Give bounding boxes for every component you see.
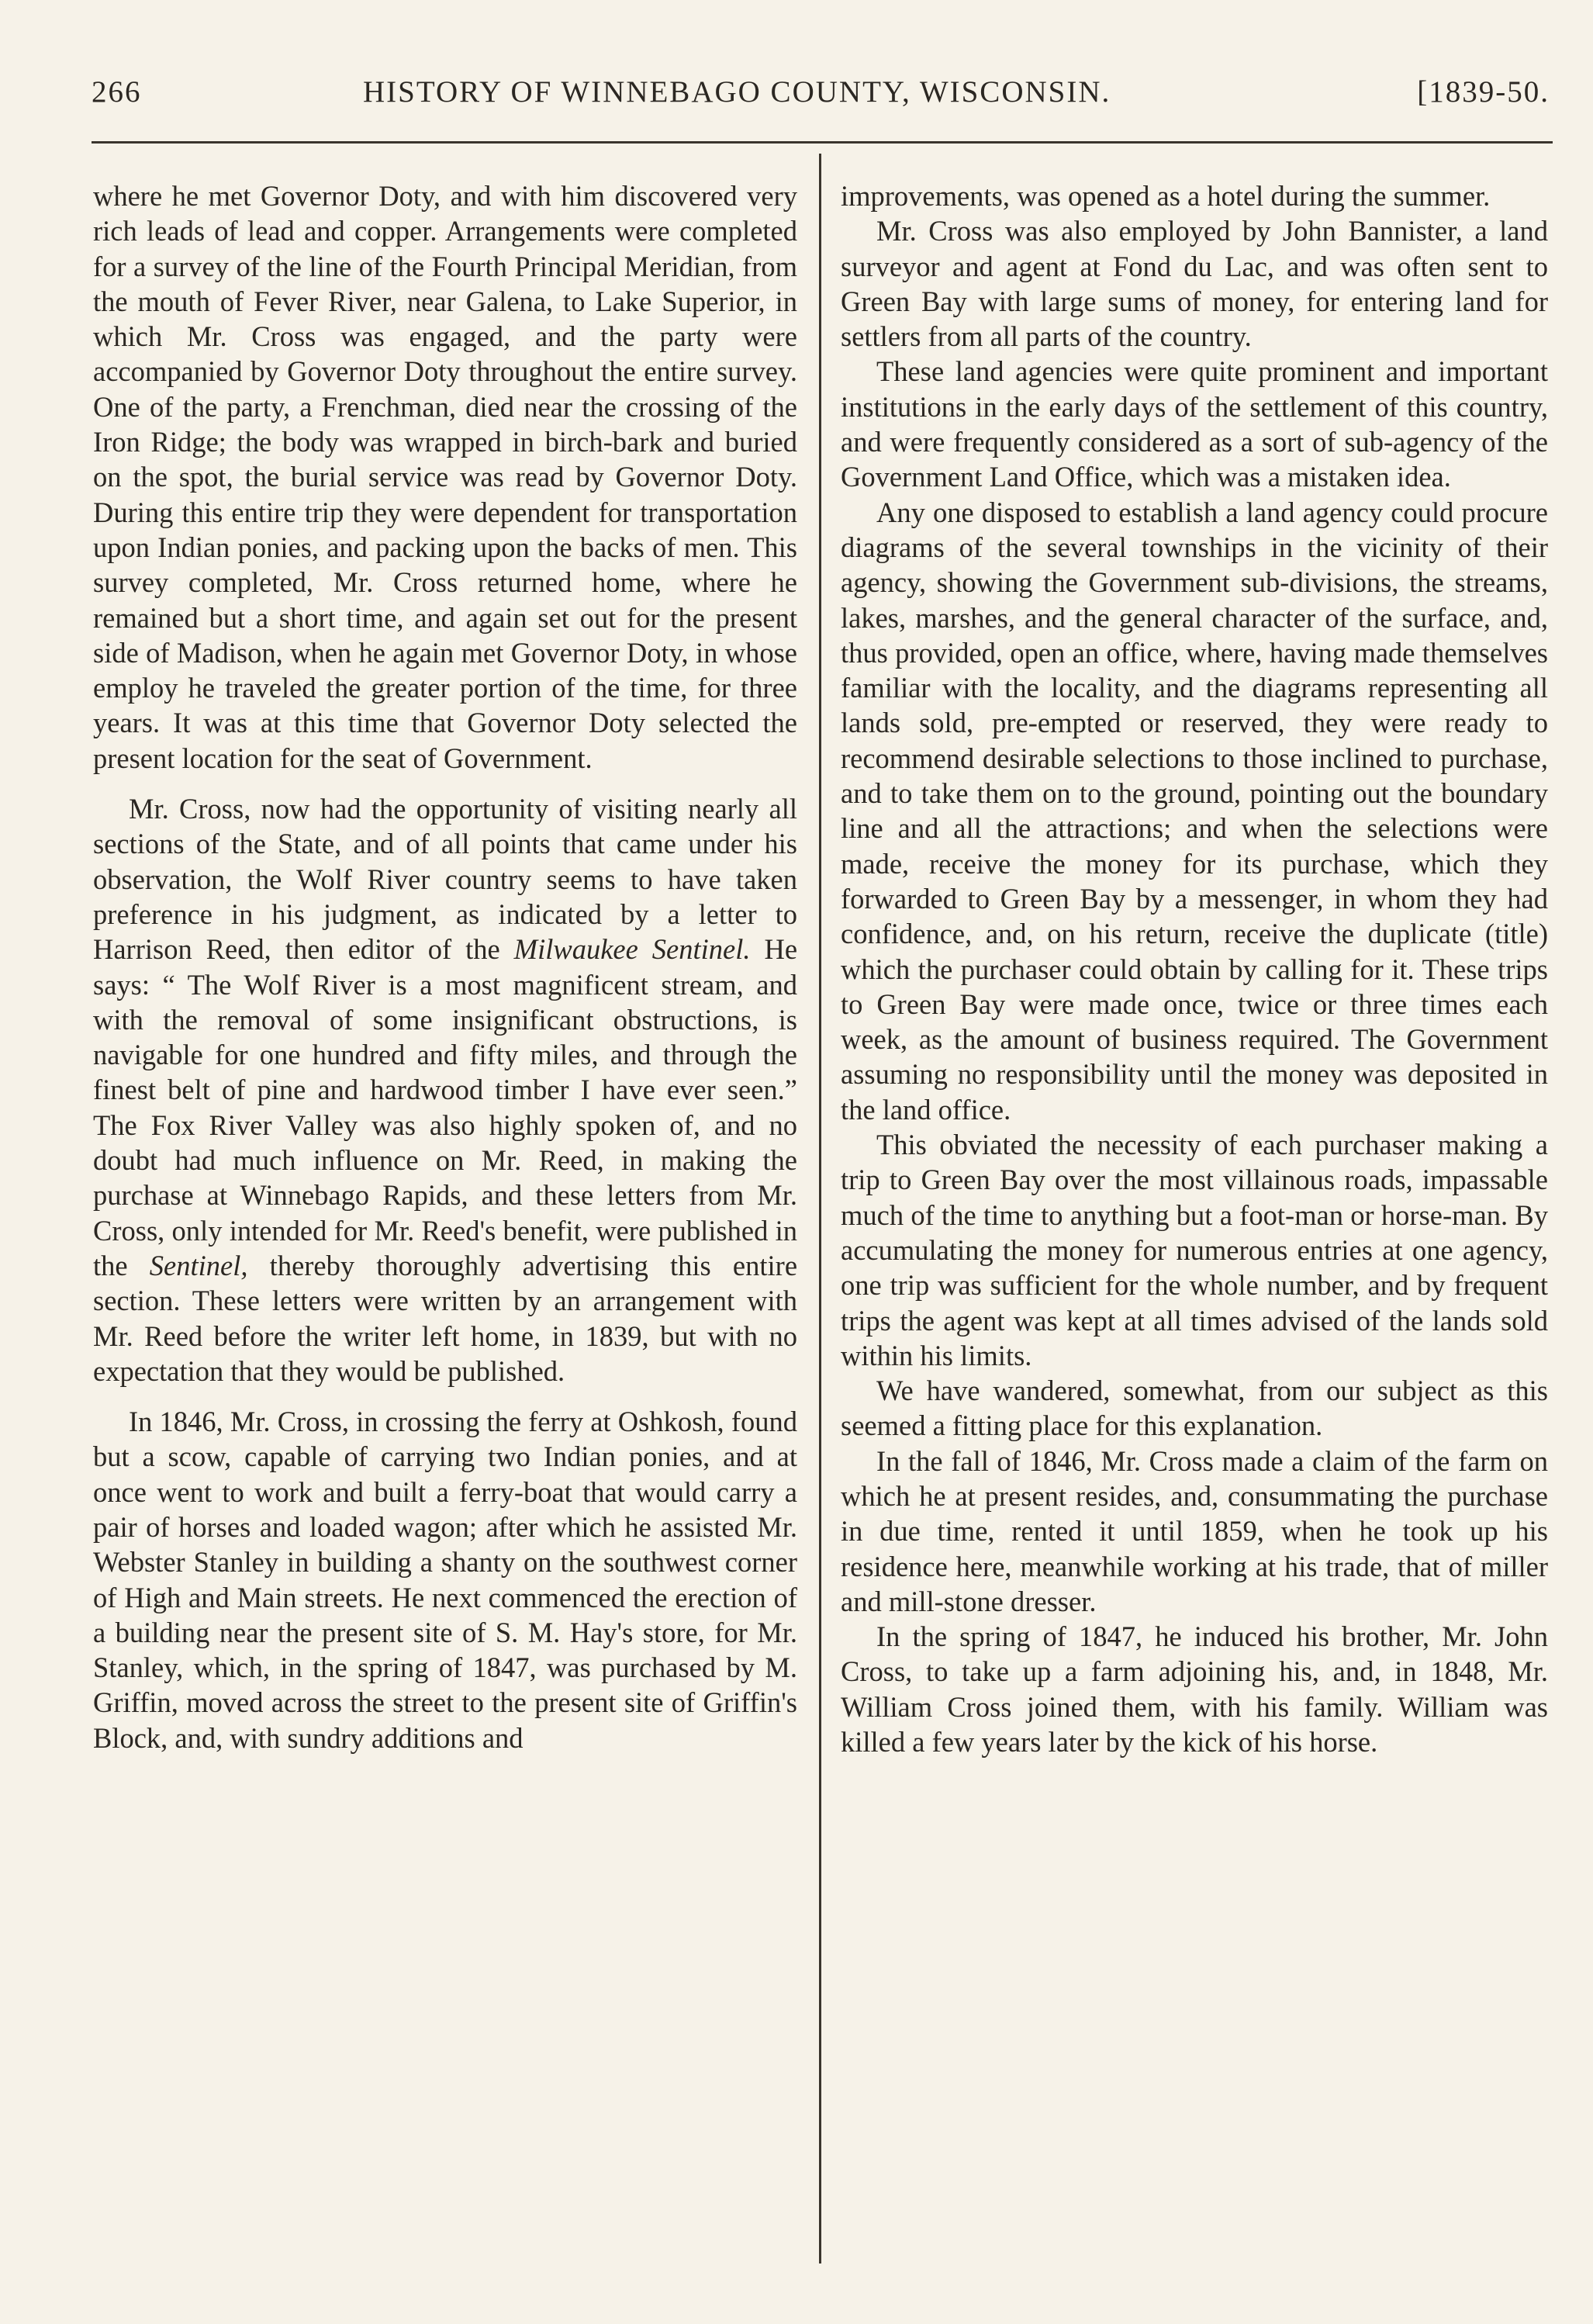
- paragraph: These land agencies were quite prominent and important institutions in the early days of the settlement of this country, and were frequently considered as a sort of sub-agency of the Government Land Office, which was a mistaken idea.: [841, 355, 1548, 493]
- book-title: HISTORY OF WINNEBAGO COUNTY, WISCONSIN.: [363, 75, 1111, 109]
- paragraph: Any one disposed to establish a land agency could procure diagrams of the several townships in the vicinity of their agency, showing the Government sub-divisions, the streams, lakes, marshes, and the general character of the surface, and, thus provided, open an office, where, having made themselves familiar with the locality, and the diagrams representing all lands sold, pre-empted or reserved, they were ready to recommend desirable selections to those inclined to purchase, and to take them on to the ground, pointing out the boundary line and all the attractions; and when the selections were made, receive the money for its purchase, which they forwarded to Green Bay by a messenger, in whom they had confidence, and, on his return, receive the duplicate (title) which the purchaser could obtain by calling for it. These trips to Green Bay were made once, twice or three times each week, as the amount of business required. The Government assuming no responsibility until the money was deposited in the land office.: [841, 496, 1548, 1126]
- paragraph: Mr. Cross, now had the opportunity of visiting nearly all sections of the State, and of all points that came under his observation, the Wolf River country seems to have taken preference in his judgment, as indicated by a letter to Harrison Reed, then editor of the Milwaukee Sentinel. He says: “ The Wolf River is a most magnificent stream, and with the removal of some insignificant obstructions, is navigable for one hundred and fifty miles, and through the finest belt of pine and hardwood timber I have ever seen.” The Fox River Valley was also highly spoken of, and no doubt had much influence on Mr. Reed, in making the purchase at Winnebago Rapids, and these letters from Mr. Cross, only intended for Mr. Reed's benefit, were published in the Sentinel, thereby thoroughly advertising this entire section. These letters were written by an arrangement with Mr. Reed before the writer left home, in 1839, but with no expectation that they would be published.: [93, 793, 798, 1387]
- paragraph: In 1846, Mr. Cross, in crossing the ferry at Oshkosh, found but a scow, capable of carrying two Indian ponies, and at once went to work and built a ferry-boat that would carry a pair of horses and loaded wagon; after which he assisted Mr. Webster Stanley in building a shanty on the southwest corner of High and Main streets. He next commenced the erection of a building near the present site of S. M. Hay's store, for Mr. Stanley, which, in the spring of 1847, was purchased by M. Griffin, moved across the street to the present site of Griffin's Block, and, with sundry additions and: [93, 1406, 797, 1754]
- right-column: [841, 178, 1548, 1759]
- left-column: [93, 178, 797, 1755]
- page-number: 266: [92, 75, 142, 109]
- column-divider: [819, 154, 821, 2263]
- paragraph: In the fall of 1846, Mr. Cross made a claim of the farm on which he at present resides, and, consummating the purchase in due time, rented it until 1859, when he took up his residence here, meanwhile working at his trade, that of miller and mill-stone dresser.: [841, 1444, 1548, 1617]
- paragraph: Mr. Cross was also employed by John Bannister, a land surveyor and agent at Fond du Lac, and was often sent to Green Bay with large sums of money, for entering land for settlers from all parts of the country.: [841, 215, 1548, 353]
- newspaper-title: Sentinel,: [149, 1249, 248, 1281]
- running-header: [92, 74, 1550, 113]
- newspaper-title: Milwaukee Sentinel.: [513, 933, 751, 966]
- header-rule: [92, 141, 1553, 144]
- paragraph: This obviated the necessity of each purchaser making a trip to Green Bay over the most villainous roads, impassable much of the time to anything but a foot-man or horse-man. By accumulating the money for numerous entries at one agency, one trip was sufficient for the whole number, and by frequent trips the agent was kept at all times advised of the lands sold within his limits.: [841, 1129, 1548, 1371]
- paragraph: In the spring of 1847, he induced his brother, Mr. John Cross, to take up a farm adjoining his, and, in 1848, Mr. William Cross joined them, with his family. William was killed a few years later by the kick of his horse.: [841, 1620, 1548, 1759]
- paragraph: where he met Governor Doty, and with him discovered very rich leads of lead and copper. Arrangements were completed for a survey of the line of the Fourth Principal Meridian, from the mouth of Fever River, near Galena, to Lake Superior, in which Mr. Cross was engaged, and the party were accompanied by Governor Doty throughout the entire survey. One of the party, a Frenchman, died near the crossing of the Iron Ridge; the body was wrapped in birch-bark and buried on the spot, the burial service was read by Governor Doty. During this entire trip they were dependent for transportation upon Indian ponies, and packing upon the backs of men. This survey completed, Mr. Cross returned home, where he remained but a short time, and again set out for the present side of Madison, when he again met Governor Doty, in whose employ he traveled the greater portion of the time, for three years. It was at this time that Governor Doty selected the present location for the seat of Government.: [93, 180, 797, 774]
- date-range: [1839-50.: [1417, 75, 1550, 109]
- paragraph: improvements, was opened as a hotel during the summer.: [841, 180, 1491, 212]
- paragraph: We have wandered, somewhat, from our subject as this seemed a fitting place for this explanation.: [841, 1375, 1548, 1442]
